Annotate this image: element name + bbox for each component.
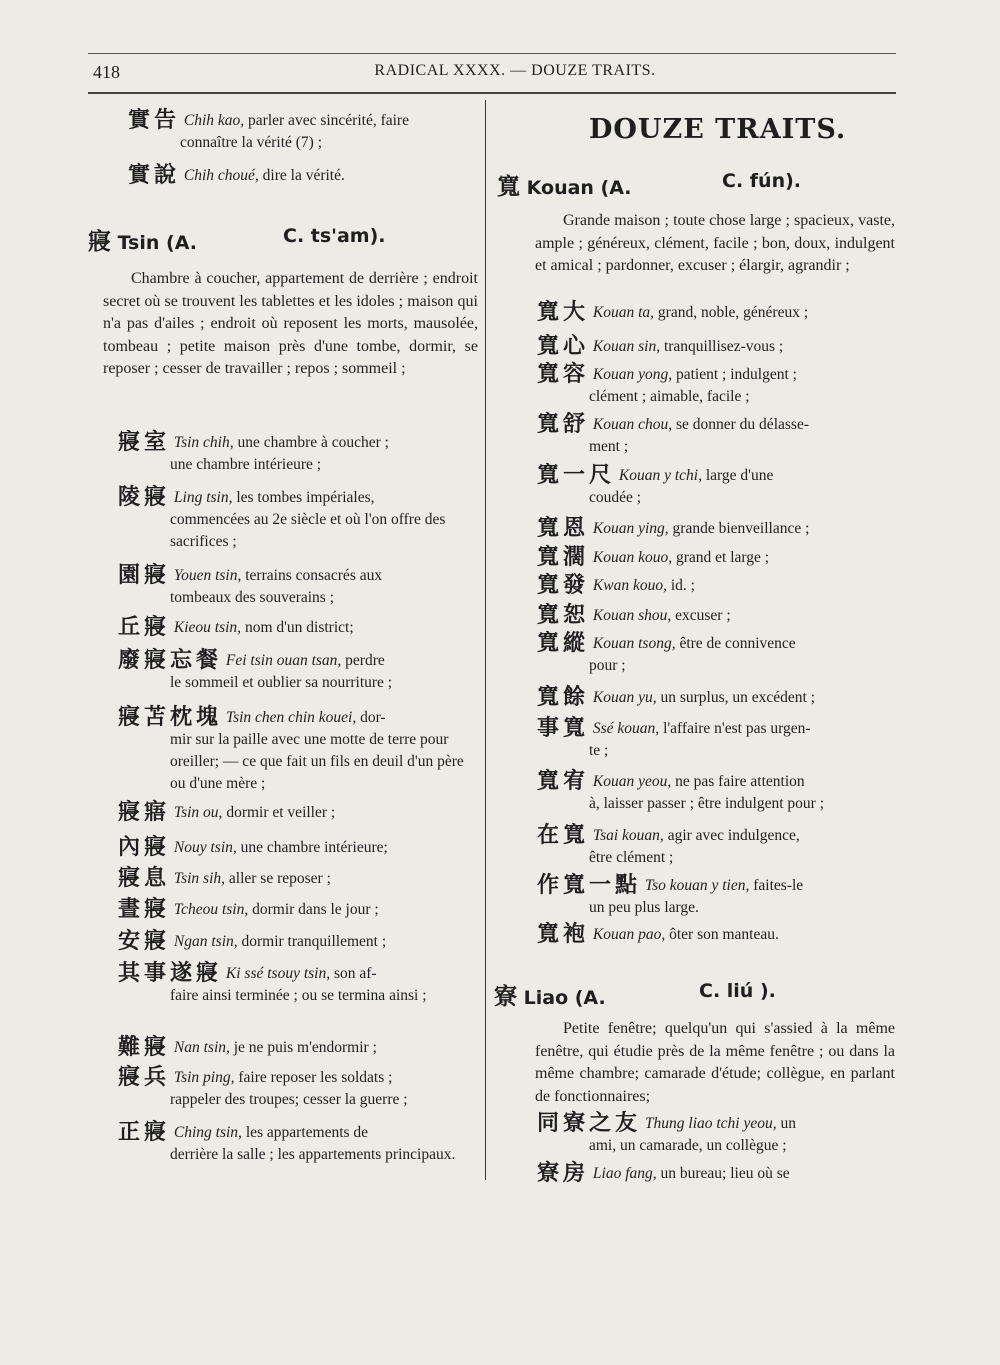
definition-paragraph: Petite fenêtre; quelqu'un qui s'assied à la même fenêtre, qui étudie près de la même fenêtre ; ou dans la même chambre; camarade d'étude; collègue, en parlant de fonctionnaires; xyxy=(535,1020,895,1105)
entry-definition: les appartements de xyxy=(241,1124,369,1141)
entry-definition: être de connivence xyxy=(675,635,796,652)
dictionary-entry xyxy=(537,771,897,815)
entry-continuation: rappeler des troupes; cesser la guerre ; xyxy=(170,1091,408,1108)
entry-romanization: Nan tsin, xyxy=(173,1039,230,1056)
heading-pronunciation: C. liú ). xyxy=(699,980,776,1002)
entry-definition: l'affaire n'est pas urgen- xyxy=(659,720,811,737)
entry-definition: dor- xyxy=(356,709,386,726)
entry-characters: 晝寢 xyxy=(118,897,171,922)
entry-romanization: Tso kouan y tien, xyxy=(644,877,750,894)
dictionary-entry xyxy=(537,1163,897,1185)
entry-characters: 寬發 xyxy=(537,573,590,598)
dictionary-entry xyxy=(537,1113,897,1157)
entry-characters: 園寢 xyxy=(118,563,171,588)
entry-definition: son af- xyxy=(330,965,377,982)
entry-romanization: Liao fang, xyxy=(592,1165,657,1182)
dictionary-entry xyxy=(128,110,478,154)
entry-characters: 寢室 xyxy=(118,430,171,455)
heading-word: Tsin (A. xyxy=(117,232,197,254)
header-top-rule xyxy=(88,53,896,54)
entry-definition: tranquillisez-vous ; xyxy=(660,338,784,355)
entry-definition: un xyxy=(776,1115,797,1132)
entry-continuation: mir sur la paille avec une motte de terre pour oreiller; — ce que fait un fils en deuil d'un père ou d'une mère ; xyxy=(170,731,464,792)
dictionary-entry xyxy=(537,518,897,540)
entry-romanization: Kouan ta, xyxy=(592,304,655,321)
entry-characters: 寬縱 xyxy=(537,631,590,656)
entry-definition: large d'une xyxy=(701,467,774,484)
entry-romanization: Ngan tsin, xyxy=(173,933,238,950)
running-head: RADICAL XXXX. — DOUZE TRAITS. xyxy=(374,62,656,79)
dictionary-entry xyxy=(537,875,897,919)
dictionary-entry xyxy=(118,1037,478,1059)
header-bottom-rule xyxy=(88,92,896,94)
entry-romanization: Kouan y tchi, xyxy=(618,467,702,484)
page-number: 418 xyxy=(93,62,120,82)
entry-romanization: Tsin ou, xyxy=(173,804,223,821)
definition-paragraph: Grande maison ; toute chose large ; spacieux, vaste, ample ; généreux, clément, facile ; bon, doux, indulgent et amical ; pardonner, excuser ; élargir, agrandir ; xyxy=(535,212,895,274)
entry-romanization: Ki ssé tsouy tsin, xyxy=(225,965,331,982)
dictionary-entry xyxy=(118,868,478,890)
entry-characters: 寬容 xyxy=(537,362,590,387)
entry-continuation: pour ; xyxy=(589,657,626,674)
entry-romanization: Kouan shou, xyxy=(592,607,672,624)
dictionary-entry xyxy=(537,465,897,509)
entry-characters: 在寬 xyxy=(537,823,590,848)
entry-characters: 寬恩 xyxy=(537,516,590,541)
entry-definition: grand et large ; xyxy=(672,549,770,566)
dictionary-entry xyxy=(537,687,897,709)
entry-definition: un surplus, un excédent ; xyxy=(656,689,816,706)
entry-continuation: commencées au 2e siècle et où l'on offre des sacrifices ; xyxy=(170,511,446,550)
entry-characters: 寬宥 xyxy=(537,769,590,794)
dictionary-entry xyxy=(537,633,897,677)
dictionary-entry xyxy=(537,924,897,946)
entry-romanization: Tsin sih, xyxy=(173,870,226,887)
entry-characters: 難寢 xyxy=(118,1035,171,1060)
entry-romanization: Chih kao, xyxy=(183,112,245,129)
entry-characters: 寬大 xyxy=(537,300,590,325)
entry-definition: les tombes impériales, xyxy=(232,489,375,506)
entry-continuation: clément ; aimable, facile ; xyxy=(589,388,750,405)
entry-continuation: connaître la vérité (7) ; xyxy=(180,134,323,151)
entry-romanization: Chih choué, xyxy=(183,167,259,184)
dictionary-entry xyxy=(537,825,897,869)
entry-romanization: Kouan ying, xyxy=(592,520,669,537)
entry-characters: 寬舒 xyxy=(537,412,590,437)
entry-characters: 寮房 xyxy=(537,1161,590,1186)
entry-definition: grand, noble, généreux ; xyxy=(654,304,809,321)
heading-character: 寮 xyxy=(494,984,517,1010)
entry-characters: 寬一尺 xyxy=(537,463,616,488)
dictionary-entry xyxy=(537,364,897,408)
entry-definition: faites-le xyxy=(749,877,804,894)
dictionary-entry xyxy=(118,837,478,859)
definition-paragraph: Chambre à coucher, appartement de derrière ; endroit secret où se trouvent les tablettes et les idoles ; maison qui n'a pas d'ailes ; endroit où reposent les morts, mausolée, tombeau ; petite maison près d'une tombe, dormir, se reposer ; cesser de travailler ; repos ; sommeil ; xyxy=(103,270,478,377)
entry-romanization: Kouan yeou, xyxy=(592,773,672,790)
entry-romanization: Ching tsin, xyxy=(173,1124,242,1141)
entry-definition: nom d'un district; xyxy=(241,619,354,636)
entry-romanization: Ssé kouan, xyxy=(592,720,660,737)
dictionary-entry xyxy=(128,165,478,187)
dictionary-entry xyxy=(118,931,478,953)
entry-characters: 寢寤 xyxy=(118,800,171,825)
entry-romanization: Ling tsin, xyxy=(173,489,233,506)
character-heading xyxy=(494,978,874,1011)
entry-definition: id. ; xyxy=(666,577,695,594)
entry-characters: 寬恕 xyxy=(537,603,590,628)
entry-continuation: un peu plus large. xyxy=(589,899,699,916)
entry-romanization: Youen tsin, xyxy=(173,567,242,584)
dictionary-entry xyxy=(118,565,478,609)
dictionary-entry xyxy=(118,707,478,795)
entry-characters: 寬袍 xyxy=(537,922,590,947)
dictionary-entry xyxy=(118,963,478,1007)
entry-romanization: Tcheou tsin, xyxy=(173,901,249,918)
entry-definition: ôter son manteau. xyxy=(665,926,779,943)
dictionary-entry xyxy=(537,547,897,569)
dictionary-entry xyxy=(537,575,897,597)
entry-characters: 寢息 xyxy=(118,866,171,891)
dictionary-entry xyxy=(118,1122,478,1166)
entry-characters: 寢兵 xyxy=(118,1065,171,1090)
dictionary-entry xyxy=(118,802,478,824)
entry-romanization: Kouan pao, xyxy=(592,926,666,943)
entry-romanization: Kieou tsin, xyxy=(173,619,242,636)
entry-characters: 實說 xyxy=(128,163,181,188)
entry-definition: dire la vérité. xyxy=(258,167,345,184)
entry-characters: 事寬 xyxy=(537,716,590,741)
entry-definition: une chambre à coucher ; xyxy=(233,434,389,451)
entry-definition: dormir dans le jour ; xyxy=(248,901,379,918)
entry-continuation: faire ainsi terminée ; ou se termina ainsi ; xyxy=(170,987,427,1004)
entry-characters: 其事遂寢 xyxy=(118,961,223,986)
section-title: DOUZE TRAITS. xyxy=(589,114,847,145)
entry-romanization: Kouan tsong, xyxy=(592,635,676,652)
entry-characters: 寬餘 xyxy=(537,685,590,710)
heading-character: 寢 xyxy=(88,229,111,255)
entry-definition: perdre xyxy=(341,652,385,669)
dictionary-entry xyxy=(118,1067,478,1111)
entry-continuation: être clément ; xyxy=(589,849,674,866)
column-divider xyxy=(485,100,486,1180)
entry-romanization: Kwan kouo, xyxy=(592,577,667,594)
entry-characters: 廢寢忘餐 xyxy=(118,648,223,673)
dictionary-entry xyxy=(537,302,897,324)
dictionary-entry xyxy=(537,414,897,458)
entry-definition: aller se reposer ; xyxy=(225,870,331,887)
entry-characters: 作寬一點 xyxy=(537,873,642,898)
entry-characters: 內寢 xyxy=(118,835,171,860)
entry-continuation: coudée ; xyxy=(589,489,642,506)
heading-word: Liao (A. xyxy=(523,987,606,1009)
entry-definition: je ne puis m'endormir ; xyxy=(229,1039,377,1056)
entry-continuation: ami, un camarade, un collègue ; xyxy=(589,1137,787,1154)
entry-continuation: une chambre intérieure ; xyxy=(170,456,322,473)
entry-romanization: Kouan kouo, xyxy=(592,549,673,566)
dictionary-entry xyxy=(537,336,897,358)
character-heading xyxy=(88,223,468,256)
entry-continuation: ment ; xyxy=(589,438,629,455)
entry-romanization: Tsai kouan, xyxy=(592,827,664,844)
entry-characters: 正寢 xyxy=(118,1120,171,1145)
entry-characters: 同寮之友 xyxy=(537,1111,642,1136)
entry-characters: 丘寢 xyxy=(118,615,171,640)
entry-definition: faire reposer les soldats ; xyxy=(234,1069,393,1086)
entry-definition: agir avec indulgence, xyxy=(663,827,800,844)
entry-definition: ne pas faire attention xyxy=(671,773,805,790)
dictionary-entry xyxy=(118,617,478,639)
entry-romanization: Kouan chou, xyxy=(592,416,673,433)
entry-romanization: Tsin chen chin kouei, xyxy=(225,709,357,726)
entry-characters: 安寢 xyxy=(118,929,171,954)
entry-definition: un bureau; lieu où se xyxy=(656,1165,790,1182)
entry-romanization: Kouan yong, xyxy=(592,366,673,383)
character-heading xyxy=(497,168,877,201)
entry-characters: 實告 xyxy=(128,108,181,133)
entry-definition: une chambre intérieure; xyxy=(236,839,388,856)
dictionary-entry xyxy=(118,899,478,921)
entry-romanization: Kouan sin, xyxy=(592,338,661,355)
heading-word: Kouan (A. xyxy=(526,177,632,199)
entry-continuation: derrière la salle ; les appartements principaux. xyxy=(170,1146,456,1163)
entry-romanization: Kouan yu, xyxy=(592,689,657,706)
entry-characters: 寬心 xyxy=(537,334,590,359)
entry-characters: 陵寢 xyxy=(118,485,171,510)
entry-continuation: tombeaux des souverains ; xyxy=(170,589,335,606)
heading-pronunciation: C. fún). xyxy=(722,170,801,192)
entry-definition: dormir tranquillement ; xyxy=(237,933,387,950)
entry-definition: grande bienveillance ; xyxy=(668,520,810,537)
entry-continuation: à, laisser passer ; être indulgent pour ; xyxy=(589,795,825,812)
heading-pronunciation: C. ts'am). xyxy=(283,225,386,247)
entry-continuation: le sommeil et oublier sa nourriture ; xyxy=(170,674,393,691)
dictionary-entry xyxy=(118,432,478,476)
entry-definition: parler avec sincérité, faire xyxy=(244,112,409,129)
entry-characters: 寢苫枕塊 xyxy=(118,705,223,730)
entry-characters: 寬濶 xyxy=(537,545,590,570)
entry-romanization: Fei tsin ouan tsan, xyxy=(225,652,342,669)
entry-definition: se donner du délasse- xyxy=(672,416,809,433)
entry-definition: terrains consacrés aux xyxy=(241,567,383,584)
dictionary-entry xyxy=(537,605,897,627)
entry-definition: patient ; indulgent ; xyxy=(672,366,797,383)
entry-romanization: Tsin chih, xyxy=(173,434,234,451)
entry-romanization: Thung liao tchi yeou, xyxy=(644,1115,777,1132)
entry-romanization: Tsin ping, xyxy=(173,1069,235,1086)
dictionary-entry xyxy=(118,650,478,694)
dictionary-entry xyxy=(537,718,897,762)
entry-definition: excuser ; xyxy=(671,607,731,624)
entry-definition: dormir et veiller ; xyxy=(222,804,336,821)
dictionary-entry xyxy=(118,487,478,553)
heading-character: 寬 xyxy=(497,174,520,200)
entry-continuation: te ; xyxy=(589,742,609,759)
entry-romanization: Nouy tsin, xyxy=(173,839,237,856)
